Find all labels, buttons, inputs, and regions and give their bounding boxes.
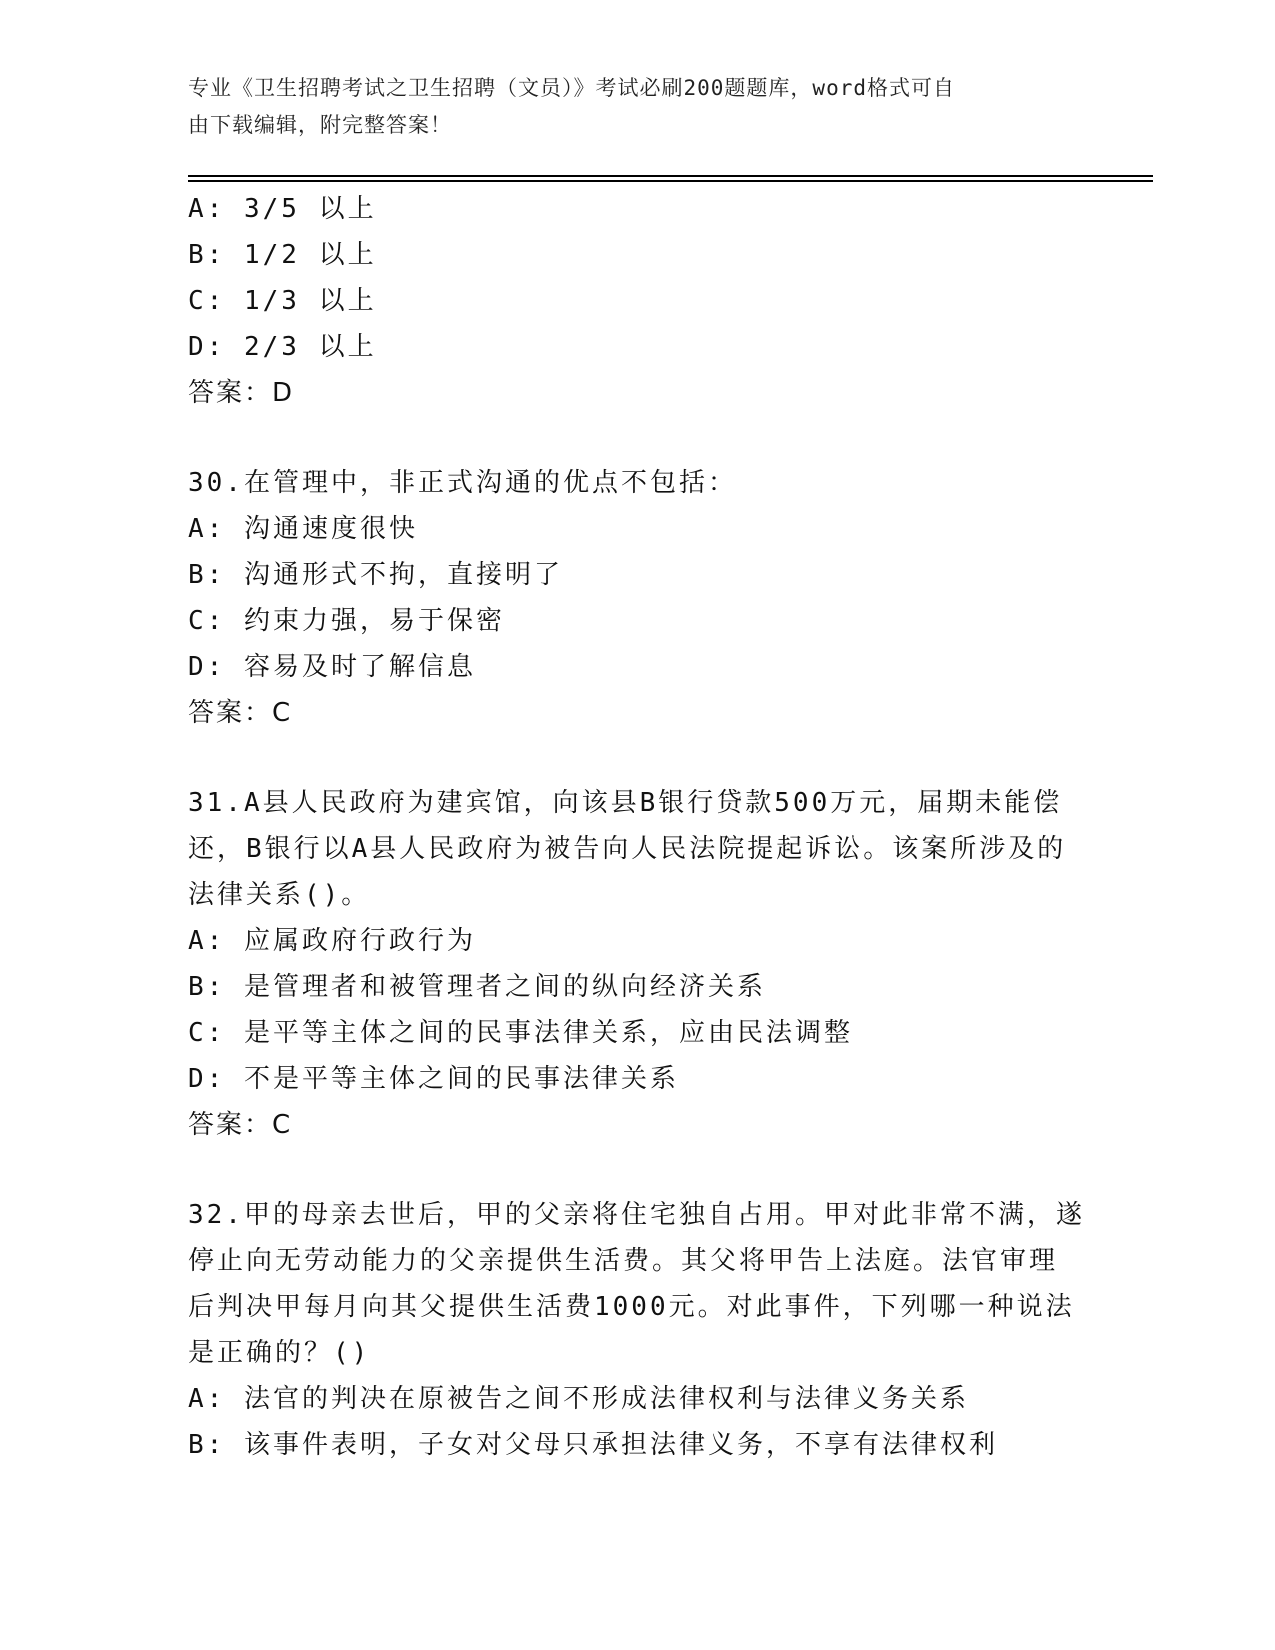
question-content	[188, 186, 1088, 1468]
question-stem: 是正确的？()	[188, 1338, 371, 1368]
option-a: A: 沟通速度很快	[188, 514, 418, 544]
option-c: C: 是平等主体之间的民事法律关系，应由民法调整	[188, 1018, 853, 1048]
answer-line: 答案：C	[188, 698, 293, 728]
header-line-1: 专业《卫生招聘考试之卫生招聘（文员）》考试必刷200题题库，word格式可自	[188, 76, 955, 100]
header-rule-top	[188, 175, 1153, 177]
header-line-2: 由下载编辑，附完整答案！	[188, 113, 452, 137]
answer-line: 答案：C	[188, 1110, 293, 1140]
option-b: B: 是管理者和被管理者之间的纵向经济关系	[188, 972, 766, 1002]
question-block-30	[188, 460, 1088, 736]
question-block-31	[188, 780, 1088, 1148]
question-stem: 32.甲的母亲去世后，甲的父亲将住宅独自占用。甲对此非常不满，遂	[188, 1200, 1085, 1230]
spacer	[188, 736, 1088, 780]
question-stem: 法律关系()。	[188, 880, 371, 910]
option-a: A: 应属政府行政行为	[188, 926, 476, 956]
answer-line: 答案：D	[188, 378, 295, 408]
spacer	[188, 1148, 1088, 1192]
option-d: D: 不是平等主体之间的民事法律关系	[188, 1064, 679, 1094]
question-stem: 31.A县人民政府为建宾馆，向该县B银行贷款500万元，届期未能偿	[188, 788, 1063, 818]
page-header	[188, 70, 1068, 144]
question-stem: 后判决甲每月向其父提供生活费1000元。对此事件，下列哪一种说法	[188, 1292, 1075, 1322]
question-stem: 还，B银行以A县人民政府为被告向人民法院提起诉讼。该案所涉及的	[188, 834, 1067, 864]
option-b: B: 1/2 以上	[188, 240, 377, 270]
question-block-prev	[188, 186, 1088, 416]
option-a: A: 法官的判决在原被告之间不形成法律权利与法律义务关系	[188, 1384, 969, 1414]
option-b: B: 该事件表明，子女对父母只承担法律义务，不享有法律权利	[188, 1430, 998, 1460]
question-stem: 停止向无劳动能力的父亲提供生活费。其父将甲告上法庭。法官审理	[188, 1246, 1059, 1276]
option-d: D: 2/3 以上	[188, 332, 377, 362]
option-b: B: 沟通形式不拘，直接明了	[188, 560, 563, 590]
option-d: D: 容易及时了解信息	[188, 652, 476, 682]
question-block-32	[188, 1192, 1088, 1468]
option-c: C: 1/3 以上	[188, 286, 377, 316]
question-stem: 30.在管理中，非正式沟通的优点不包括：	[188, 468, 737, 498]
option-c: C: 约束力强，易于保密	[188, 606, 505, 636]
option-a: A: 3/5 以上	[188, 194, 377, 224]
spacer	[188, 416, 1088, 460]
header-rule-bottom	[188, 180, 1153, 182]
